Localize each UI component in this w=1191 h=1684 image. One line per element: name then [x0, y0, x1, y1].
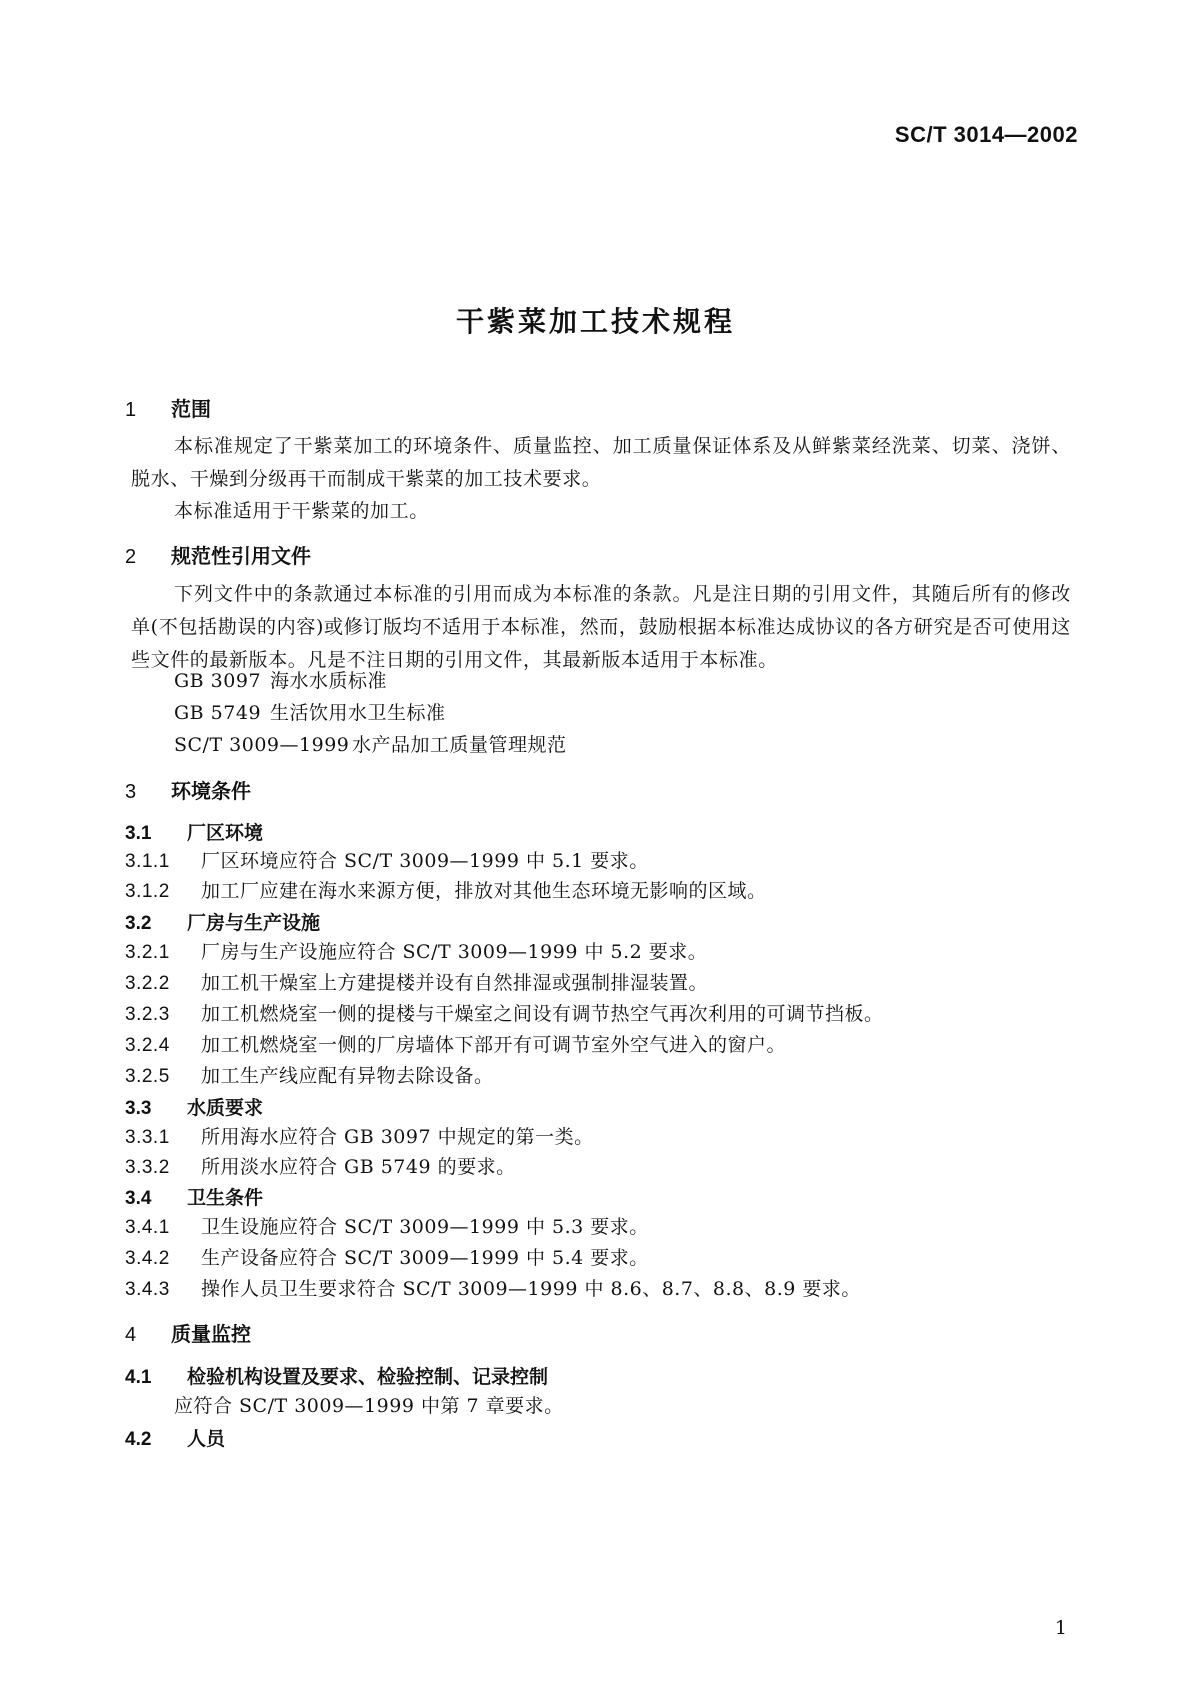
subsection-number: 4.2: [125, 1429, 152, 1450]
subsection-heading: [125, 908, 320, 935]
subsection-heading: [125, 1424, 225, 1451]
clause-text: 操作人员卫生要求符合 SC/T 3009—1999 中 8.6、8.7、8.8、8.9 要求。: [201, 1278, 861, 1300]
clause: [125, 1273, 861, 1306]
section-number: 1: [125, 399, 137, 421]
section-title: 规范性引用文件: [171, 544, 311, 568]
clause-text: 加工机燃烧室一侧的提楼与干燥室之间设有调节热空气再次利用的可调节挡板。: [201, 1003, 884, 1025]
clause-text: 加工生产线应配有异物去除设备。: [201, 1065, 494, 1087]
subsection-heading: [125, 1183, 263, 1210]
clause: [125, 936, 707, 969]
reference-item: [174, 697, 446, 729]
clause-text: 厂区环境应符合 SC/T 3009—1999 中 5.1 要求。: [201, 850, 649, 872]
clause: [125, 1121, 594, 1154]
clause-number: 3.2.1: [125, 942, 170, 963]
page-number: 1: [1054, 1617, 1067, 1639]
subsection-number: 3.1: [125, 823, 152, 844]
reference-code: GB 3097: [174, 670, 262, 692]
section-1-heading: [125, 393, 211, 422]
clause-number: 3.2.2: [125, 973, 170, 994]
subsection-number: 3.2: [125, 913, 152, 934]
subsection-title: 人员: [187, 1428, 226, 1450]
section-4-heading: [125, 1318, 251, 1347]
section-number: 3: [125, 781, 137, 803]
section-title: 环境条件: [171, 779, 251, 803]
clause-number: 3.1.2: [125, 881, 170, 902]
reference-item: [174, 729, 567, 761]
section-number: 2: [125, 546, 137, 568]
section-3-heading: [125, 775, 251, 804]
clause-text: 应符合 SC/T 3009—1999 中第 7 章要求。: [174, 1395, 564, 1417]
reference-name: 水产品加工质量管理规范: [352, 734, 567, 756]
subsection-number: 4.1: [125, 1367, 152, 1388]
clause-number: 3.2.5: [125, 1066, 170, 1087]
reference-name: 生活饮用水卫生标准: [270, 702, 446, 724]
clause-text: 所用淡水应符合 GB 5749 的要求。: [201, 1156, 516, 1178]
subsection-number: 3.4: [125, 1188, 152, 1209]
subsection-number: 3.3: [125, 1098, 152, 1119]
clause-number: 3.3.2: [125, 1157, 170, 1178]
clause-text: 厂房与生产设施应符合 SC/T 3009—1999 中 5.2 要求。: [201, 941, 708, 963]
standard-code: SC/T 3014—2002: [894, 122, 1078, 147]
clause-number: 3.2.3: [125, 1004, 170, 1025]
clause: [125, 875, 767, 908]
clause-text: 卫生设施应符合 SC/T 3009—1999 中 5.3 要求。: [201, 1216, 649, 1238]
clause-text: 加工厂应建在海水来源方便，排放对其他生态环境无影响的区域。: [201, 880, 767, 902]
clause-number: 3.1.1: [125, 851, 170, 872]
subsection-title: 厂房与生产设施: [187, 912, 321, 934]
section-2-paragraph-1: 下列文件中的条款通过本标准的引用而成为本标准的条款。凡是注日期的引用文件，其随后所有的修改单(不包括勘误的内容)或修订版均不适用于本标准，然而，鼓励根据本标准达成协议的各方研究是否可使用这些文件的最新版本。凡是不注日期的引用文件，其最新版本适用于本标准。: [131, 583, 1071, 671]
clause: [125, 1151, 516, 1184]
clause-text: 加工机燃烧室一侧的厂房墙体下部开有可调节室外空气进入的窗户。: [201, 1034, 787, 1056]
clause: [125, 967, 708, 1000]
section-1-paragraph-1: 本标准规定了干紫菜加工的环境条件、质量监控、加工质量保证体系及从鲜紫菜经洗菜、切菜、浇饼、脱水、干燥到分级再干而制成干紫菜的加工技术要求。: [131, 435, 1071, 490]
clause-number: 3.4.2: [125, 1248, 170, 1269]
reference-code: GB 5749: [174, 702, 262, 724]
clause: [125, 998, 884, 1031]
subsection-heading: [125, 818, 263, 845]
subsection-title: 卫生条件: [187, 1187, 264, 1209]
reference-name: 海水水质标准: [270, 670, 388, 692]
subsection-title: 厂区环境: [187, 822, 264, 844]
section-title: 质量监控: [171, 1322, 251, 1346]
subsection-heading: [125, 1093, 263, 1120]
section-1-paragraph-2: 本标准适用于干紫菜的加工。: [174, 500, 429, 522]
subsection-heading: [125, 1362, 548, 1389]
clause-text: 加工机干燥室上方建提楼并设有自然排湿或强制排湿装置。: [201, 972, 709, 994]
clause: [125, 1060, 494, 1093]
section-2-heading: [125, 540, 311, 569]
clause: [125, 845, 649, 878]
reference-code: SC/T 3009—1999: [174, 734, 350, 756]
subsection-title: 检验机构设置及要求、检验控制、记录控制: [187, 1366, 549, 1388]
clause-text: 所用海水应符合 GB 3097 中规定的第一类。: [201, 1126, 594, 1148]
clause: [125, 1211, 649, 1244]
section-number: 4: [125, 1324, 137, 1346]
section-title: 范围: [171, 397, 211, 421]
clause: [125, 1029, 786, 1062]
clause-number: 3.3.1: [125, 1127, 170, 1148]
document-title: 干紫菜加工技术规程: [455, 305, 735, 338]
reference-item: [174, 665, 387, 697]
subsection-title: 水质要求: [187, 1097, 264, 1119]
clause-number: 3.2.4: [125, 1035, 170, 1056]
clause: [125, 1242, 649, 1275]
clause-number: 3.4.3: [125, 1279, 170, 1300]
clause-number: 3.4.1: [125, 1217, 170, 1238]
clause-text: 生产设备应符合 SC/T 3009—1999 中 5.4 要求。: [201, 1247, 649, 1269]
